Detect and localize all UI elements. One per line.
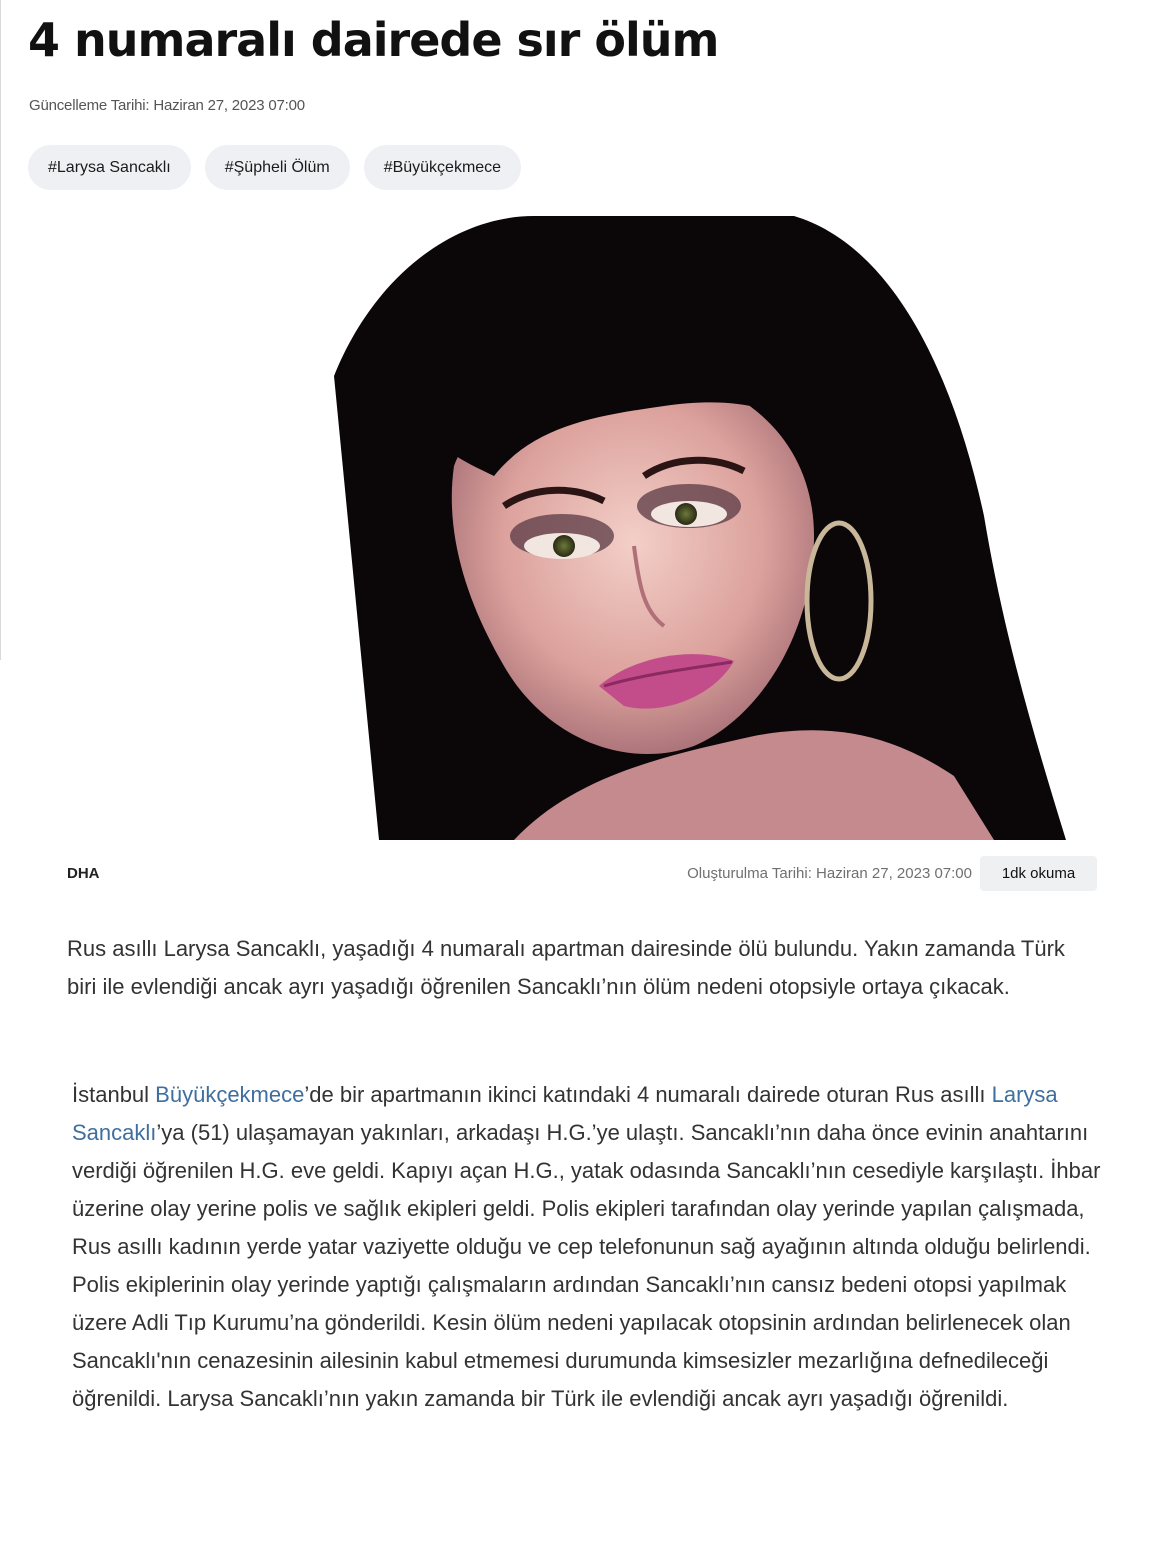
created-date: Oluşturulma Tarihi: Haziran 27, 2023 07:00 <box>687 865 972 882</box>
read-time-badge: 1dk okuma <box>980 856 1097 891</box>
link-larysa-sancakli[interactable]: Larysa Sancaklı <box>72 1082 1058 1145</box>
article-title: 4 numaralı dairede sır ölüm <box>28 13 719 67</box>
updated-date: Güncelleme Tarihi: Haziran 27, 2023 07:00 <box>29 97 305 114</box>
article-photo <box>334 216 1066 840</box>
body-text-1: İstanbul <box>72 1082 156 1107</box>
article-meta <box>67 856 1097 892</box>
tag-list <box>28 145 521 190</box>
tag-supheli-olum[interactable]: #Şüpheli Ölüm <box>205 145 350 190</box>
article-summary: Rus asıllı Larysa Sancaklı, yaşadığı 4 numaralı apartman dairesinde ölü bulundu. Yakın zamanda Türk biri ile evlendiği ancak ayrı yaşadığı öğrenilen Sancaklı’nın ölüm nedeni otopsiyle ortaya çıkacak. <box>67 936 1065 999</box>
article-body <box>72 1076 1112 1418</box>
tag-buyukcekmece[interactable]: #Büyükçekmece <box>364 145 521 190</box>
body-text-3: ’ya (51) ulaşamayan yakınları, arkadaşı H.G.’ye ulaştı. Sancaklı’nın daha önce evinin anahtarını verdiği öğrenilen H.G. eve geldi. Kapıyı açan H.G., yatak odasında Sancaklı’nın cesediyle karşılaştı. İhbar üzerine olay yerine polis ve sağlık ekipleri geldi. Polis ekipleri tarafından olay yerinde yapılan çalışmada, Rus asıllı kadının yerde yatar vaziyette olduğu ve cep telefonunun sağ ayağının altında olduğu belirlendi. Polis ekiplerinin olay yerinde yaptığı çalışmaların ardından Sancaklı’nın cansız bedeni otopsi yapılmak üzere Adli Tıp Kurumu’na gönderildi. Kesin ölüm nedeni yapılacak otopsinin ardından belirlenecek olan Sancaklı'nın cenazesinin ailesinin kabul etmemesi durumunda kimsesizler mezarlığına defnedileceği öğrenildi. Larysa Sancaklı’nın yakın zamanda bir Türk ile evlendiği ancak ayrı yaşadığı öğrenildi. <box>72 1120 1101 1411</box>
body-text-2: ’de bir apartmanın ikinci katındaki 4 numaralı dairede oturan Rus asıllı <box>304 1082 992 1107</box>
link-buyukcekmece[interactable]: Büyükçekmece <box>155 1082 305 1107</box>
tag-larysa-sancakli[interactable]: #Larysa Sancaklı <box>28 145 191 190</box>
source-label: DHA <box>67 865 100 882</box>
page-left-border <box>0 0 1 660</box>
